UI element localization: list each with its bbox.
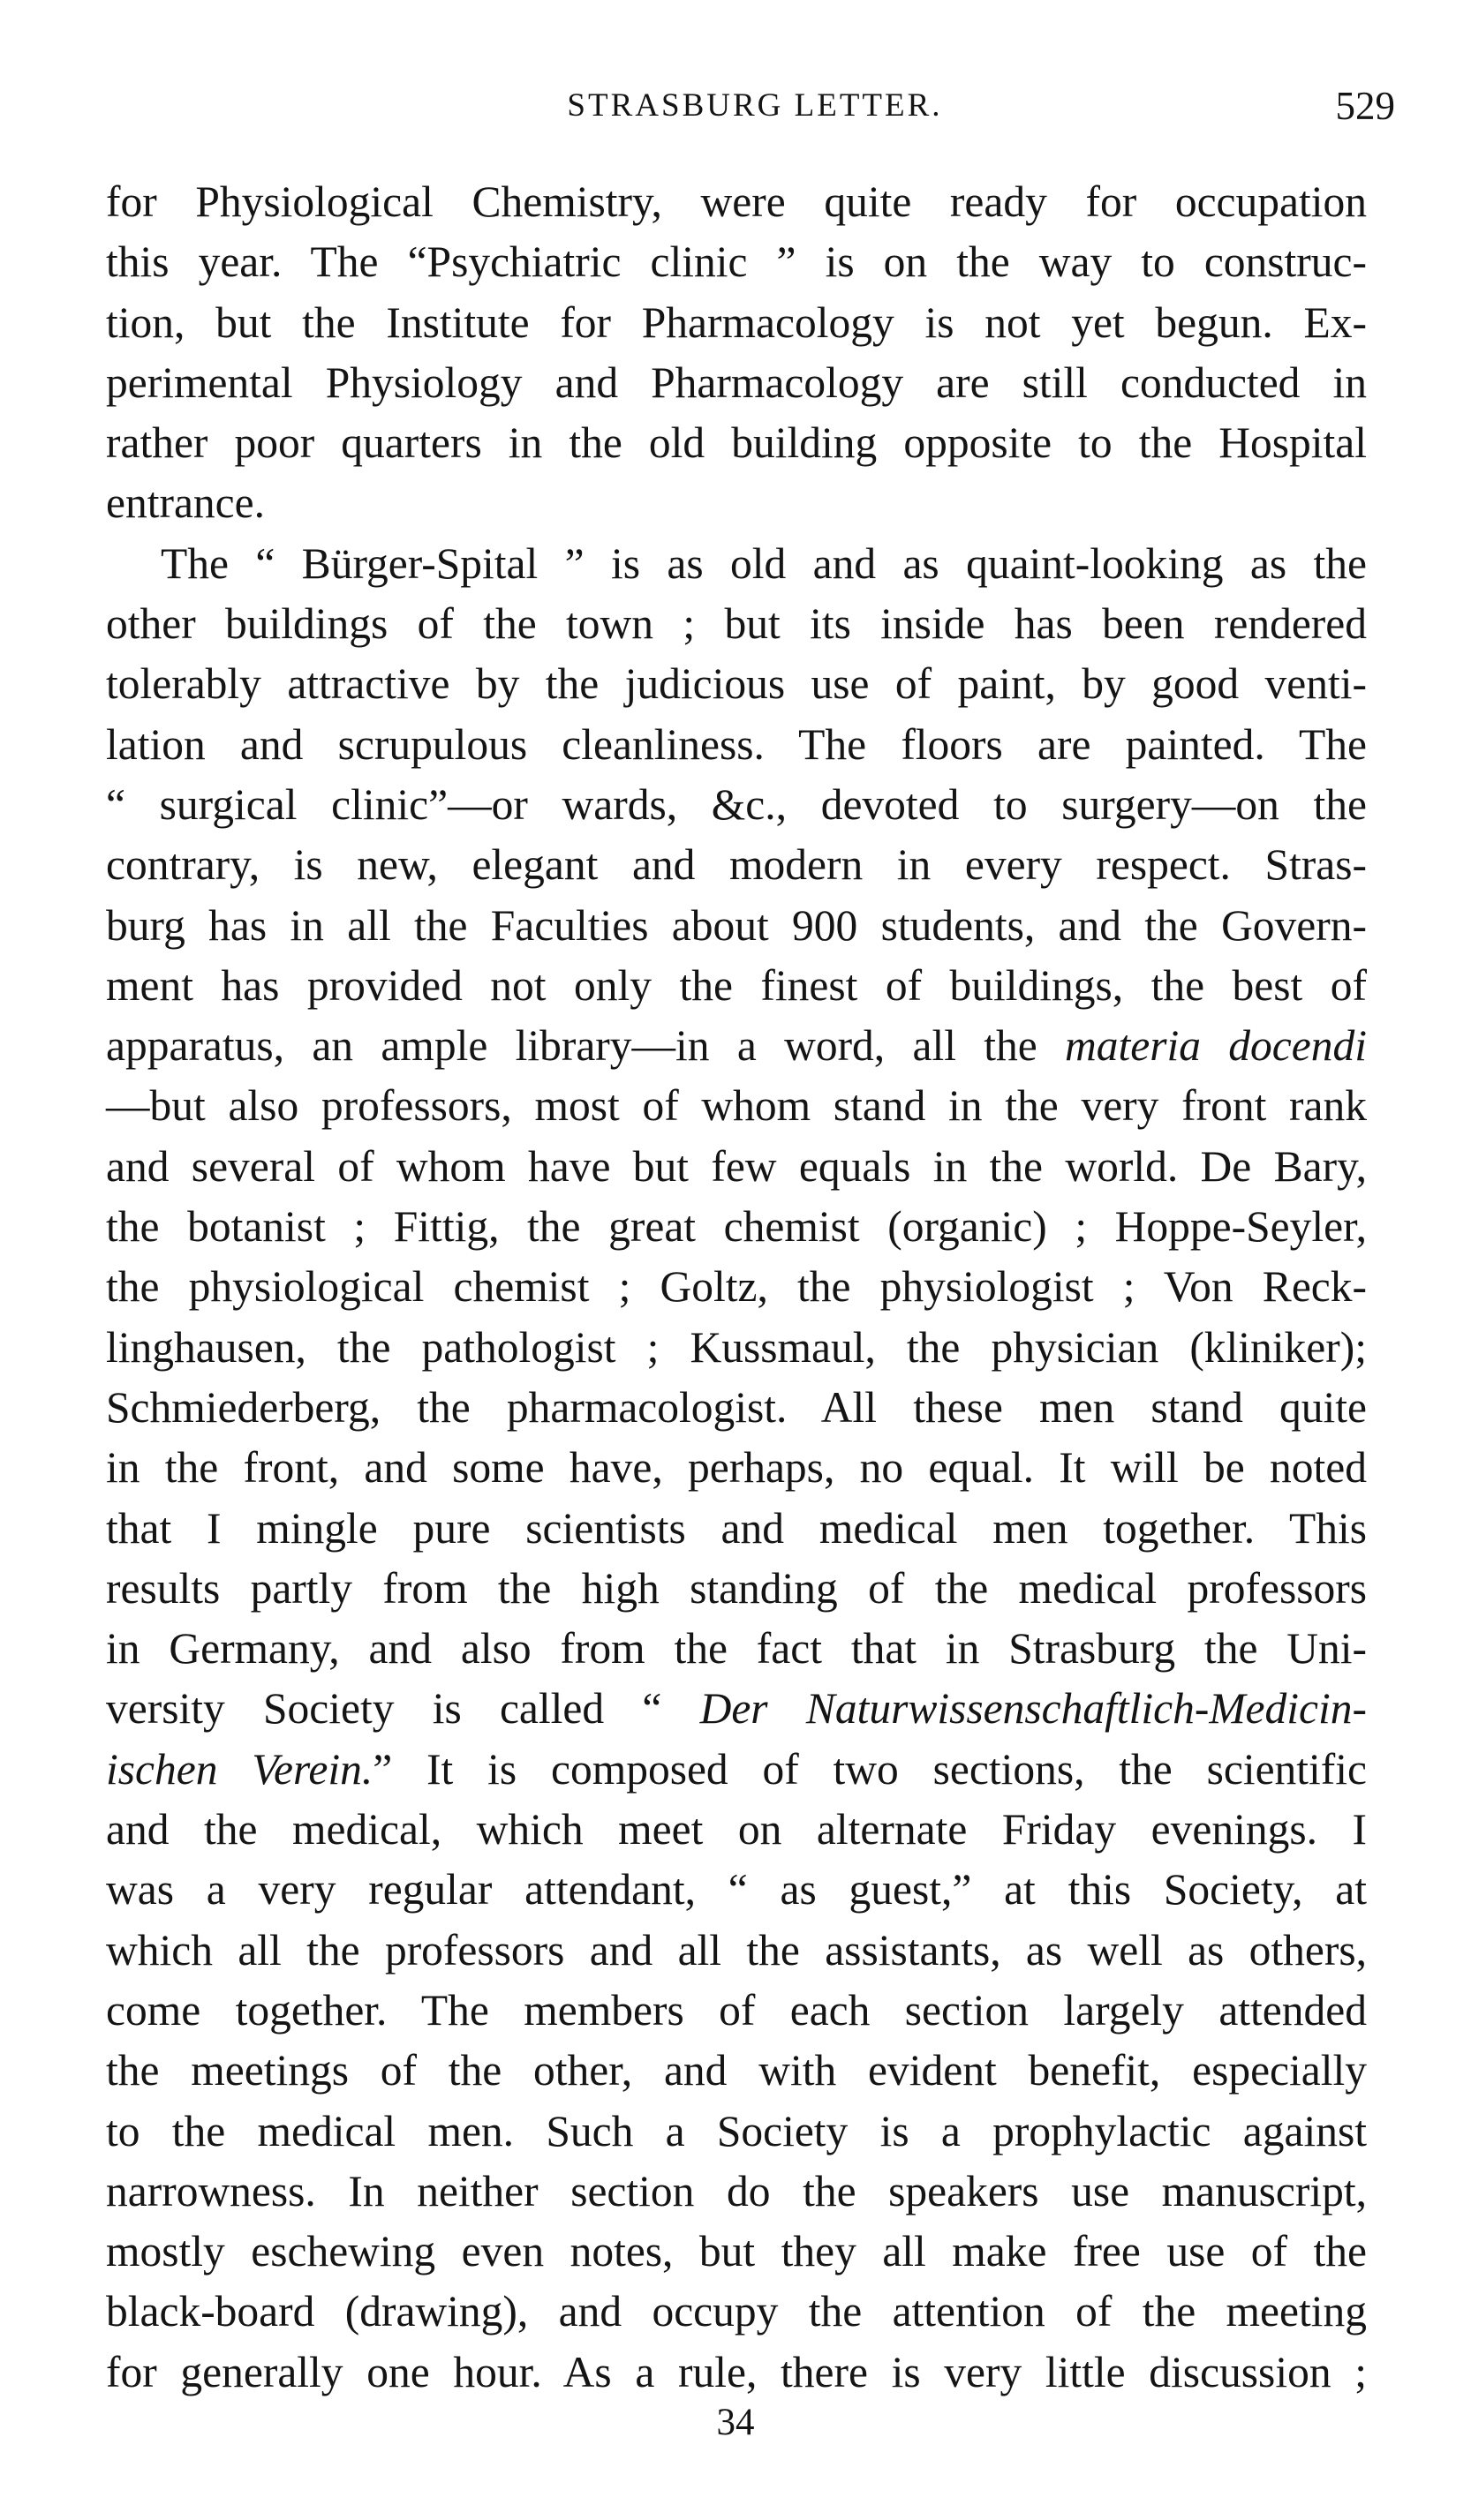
text-line: “ surgical clinic”—or wards, &c., devoted to surgery—on the	[106, 779, 1367, 829]
text-line: results partly from the high standing of the medical professors	[106, 1563, 1367, 1613]
body-text	[106, 172, 1367, 2403]
line-segment: versity Society is called “	[106, 1684, 700, 1734]
text-line: the physiological chemist ; Goltz, the physiologist ; Von Reck-	[106, 1262, 1367, 1312]
text-line: the meetings of the other, and with evident benefit, especially	[106, 2046, 1367, 2095]
text-line: in Germany, and also from the fact that in Strasburg the Uni-	[106, 1624, 1367, 1674]
text-line: burg has in all the Faculties about 900 students, and the Govern-	[106, 900, 1367, 950]
text-line: come together. The members of each section largely attended	[106, 1985, 1367, 2035]
text-line: rather poor quarters in the old building opposite to the Hospital	[106, 418, 1367, 468]
text-line: the botanist ; Fittig, the great chemist (organic) ; Hoppe-Seyler,	[106, 1202, 1367, 1252]
text-line: which all the professors and all the assistants, as well as others,	[106, 1925, 1367, 1975]
text-line: for Physiological Chemistry, were quite ready for occupation	[106, 177, 1367, 226]
text-line: narrowness. In neither section do the speakers use manuscript,	[106, 2166, 1367, 2215]
running-title: STRASBURG LETTER.	[567, 87, 943, 124]
text-line: mostly eschewing even notes, but they all make free use of the	[106, 2227, 1367, 2276]
text-line: contrary, is new, elegant and modern in every respect. Stras-	[106, 840, 1367, 890]
text-line: linghausen, the pathologist ; Kussmaul, the physician (kliniker);	[106, 1322, 1367, 1372]
text-line: Schmiederberg, the pharmacologist. All these men stand quite	[106, 1382, 1367, 1432]
italic-phrase: ischen Verein.	[106, 1744, 373, 1794]
page-number: 529	[1335, 84, 1395, 128]
text-line: to the medical men. Such a Society is a prophylactic against	[106, 2106, 1367, 2155]
italic-phrase: materia docendi	[1065, 1021, 1367, 1071]
text-line: black-board (drawing), and occupy the attention of the meeting	[106, 2287, 1367, 2336]
signature-mark: 34	[716, 2402, 755, 2443]
text-line: tion, but the Institute for Pharmacology is not yet begun. Ex-	[106, 297, 1367, 347]
line-segment: apparatus, an ample library—in a word, all the	[106, 1021, 1066, 1071]
line-segment: ” It is composed of two sections, the scientific	[373, 1744, 1368, 1794]
text-line: lation and scrupulous cleanliness. The floors are painted. The	[106, 719, 1367, 769]
italic-phrase: Der Naturwissenschaftlich-Medicin-	[699, 1684, 1367, 1734]
text-line: entrance.	[106, 478, 265, 528]
text-line: tolerably attractive by the judicious use of paint, by good venti-	[106, 659, 1367, 709]
text-line: and several of whom have but few equals in the world. De Bary,	[106, 1141, 1367, 1191]
text-line: The “ Bürger-Spital ” is as old and as quaint-looking as the	[161, 538, 1367, 588]
text-line: other buildings of the town ; but its inside has been rendered	[106, 599, 1367, 649]
text-line: —but also professors, most of whom stand in the very front rank	[106, 1081, 1367, 1131]
text-line: in the front, and some have, perhaps, no equal. It will be noted	[106, 1443, 1367, 1493]
running-head	[106, 79, 1404, 141]
text-line	[106, 1016, 1367, 1076]
text-line: this year. The “Psychiatric clinic ” is on the way to construc-	[106, 237, 1367, 287]
text-line: that I mingle pure scientists and medical men together. This	[106, 1503, 1367, 1553]
text-line: perimental Physiology and Pharmacology are still conducted in	[106, 357, 1367, 407]
text-line: for generally one hour. As a rule, there is very little discussion ;	[106, 2347, 1367, 2396]
text-line: ment has provided not only the finest of buildings, the best of	[106, 960, 1367, 1010]
text-line	[106, 1679, 1367, 1739]
text-line: was a very regular attendant, “ as guest,” at this Society, at	[106, 1865, 1367, 1914]
text-line	[106, 1740, 1367, 1800]
text-line: and the medical, which meet on alternate Friday evenings. I	[106, 1805, 1367, 1854]
